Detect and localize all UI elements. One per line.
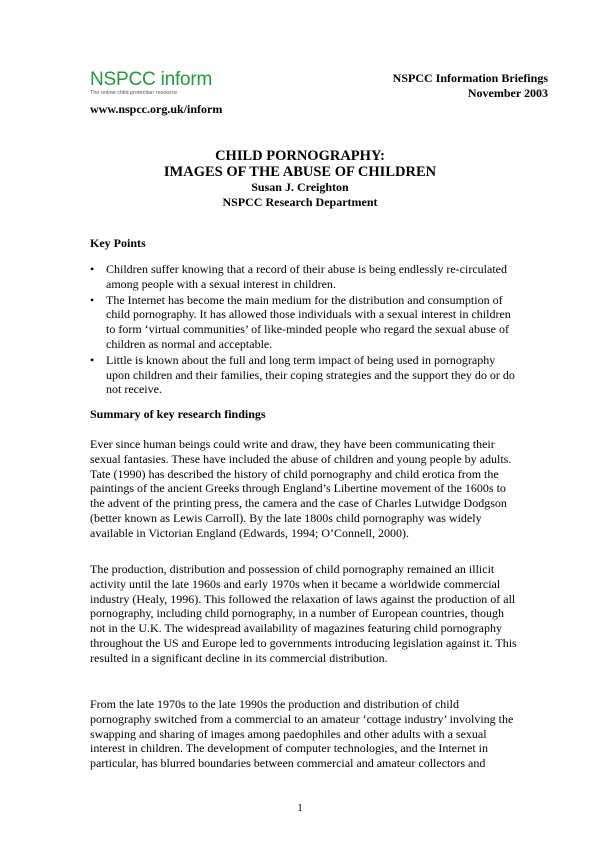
summary-paragraph-1: Ever since human beings could write and draw, they have been communicating their sexual fantasies. These have included the abuse of children and young people by adults. Tate (1990) has described the history of child pornography and child erotica from the paintings of the ancient Greeks through England’s Libertine movement of the 1600s to the advent of the printing press, the camera and the case of Charles Lutwidge Dodgson (better known as Lewis Carroll). By the late 1800s child pornography was widely available in Victorian England (Edwards, 1994; O’Connell, 2000).: [90, 437, 512, 540]
document-title-block: [0, 148, 600, 210]
list-item-text: Little is known about the full and long term impact of being used in pornography upon children and their families, their coping strategies and the support they do or do not receive.: [106, 352, 515, 397]
title-line-2: IMAGES OF THE ABUSE OF CHILDREN: [163, 164, 437, 180]
page-number: 1: [297, 802, 303, 814]
key-points-list: [90, 262, 520, 397]
header-right: [393, 71, 548, 101]
nspcc-inform-logo: NSPCC inform: [90, 69, 213, 90]
header-left: [90, 70, 222, 117]
website-url[interactable]: www.nspcc.org.uk/inform: [90, 102, 223, 116]
list-item: [90, 262, 520, 292]
summary-paragraph-2: The production, distribution and possession of child pornography remained an illicit activity until the late 1960s and early 1970s when it became a worldwide commercial industry (Healy, 1996). This followed the relaxation of laws against the production of all pornography, including child pornography, in a number of European countries, though not in the U.K. The widespread availability of magazines featuring child pornography throughout the US and Europe led to governments introducing legislation against it. This resulted in a significant decline in its commercial distribution.: [90, 562, 517, 665]
bullet-icon: •: [90, 292, 95, 307]
series-title: NSPCC Information Briefings: [392, 71, 548, 85]
logo-tagline: The online child protection resource: [90, 90, 178, 96]
publication-date: November 2003: [467, 86, 548, 100]
summary-heading: Summary of key research findings: [90, 407, 266, 421]
bullet-icon: •: [90, 352, 95, 367]
list-item: [90, 293, 520, 352]
key-points-heading: Key Points: [90, 236, 146, 250]
list-item-text: The Internet has become the main medium for the distribution and consumption of child pornography. It has allowed those individuals with a sexual interest in children to form ‘virtual communities’ of like-minded people who regard the sexual abuse of children as normal and acceptable.: [106, 292, 511, 351]
list-item: [90, 353, 520, 397]
list-item-text: Children suffer knowing that a record of their abuse is being endlessly re-circulated among people with a sexual interest in children.: [106, 262, 507, 291]
title-line-1: CHILD PORNOGRAPHY:: [215, 148, 385, 164]
bullet-icon: •: [90, 262, 95, 276]
summary-paragraph-3: From the late 1970s to the late 1990s the production and distribution of child pornography switched from a commercial to an amateur ‘cottage industry’ involving the swapping and sharing of images among paedophiles and other adults with a sexual interest in children. The development of computer technologies, and the Internet in particular, has blurred boundaries between commercial and amateur collectors and: [90, 697, 514, 771]
author-name: Susan J. Creighton: [251, 180, 349, 194]
author-department: NSPCC Research Department: [222, 195, 378, 209]
